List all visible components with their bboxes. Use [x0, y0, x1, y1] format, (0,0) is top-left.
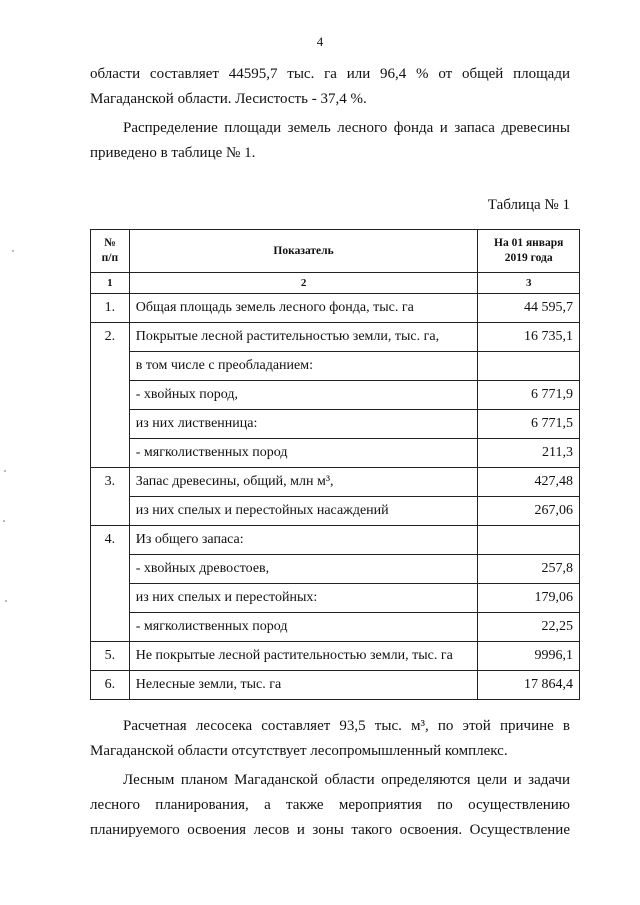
row-name: Нелесные земли, тыс. га — [129, 671, 478, 700]
row-value: 6 771,5 — [478, 410, 580, 439]
forest-plan-line-3: планируемого освоения лесов и зоны такого освоения. Осуществление — [90, 822, 570, 838]
table-row — [91, 439, 580, 468]
row-value: 267,06 — [478, 497, 580, 526]
column-number-1: 1 — [91, 273, 130, 294]
allowable-cut-line-2: Магаданской области отсутствует лесопромышленный комплекс. — [90, 743, 508, 759]
scan-artifact — [3, 520, 5, 522]
intro-line-2: Магаданской области. Лесистость - 37,4 %. — [90, 91, 367, 107]
row-num: 3. — [91, 468, 130, 497]
row-name: Не покрытые лесной растительностью земли, тыс. га — [129, 642, 478, 671]
table-row — [91, 613, 580, 642]
row-name — [129, 468, 478, 497]
header-num-line2: п/п — [101, 252, 119, 264]
row-name: из них спелых и перестойных: — [129, 584, 478, 613]
row-value: 179,06 — [478, 584, 580, 613]
row-num — [91, 439, 130, 468]
table-row — [91, 294, 580, 323]
column-number-2: 2 — [129, 273, 478, 294]
table-row — [91, 642, 580, 671]
page-number: 4 — [316, 34, 324, 49]
table-row — [91, 352, 580, 381]
row-value: 6 771,9 — [478, 381, 580, 410]
table-row — [91, 323, 580, 352]
scan-artifact — [5, 600, 7, 602]
row-value: 16 735,1 — [478, 323, 580, 352]
intro-line-1: области составляет 44595,7 тыс. га или 96,4 % от общей площади — [90, 66, 570, 82]
row-name: из них лиственница: — [129, 410, 478, 439]
row-num — [91, 584, 130, 613]
forest-plan-paragraph — [90, 768, 570, 843]
forest-plan-line-2: лесного планирования, а также мероприятия по осуществлению — [90, 797, 570, 813]
row-name: в том числе с преобладанием: — [129, 352, 478, 381]
allowable-cut-line-1: Расчетная лесосека составляет 93,5 тыс. м³, по этой причине в — [123, 718, 570, 734]
scan-artifact — [4, 470, 6, 472]
row-num — [91, 497, 130, 526]
row-num — [91, 352, 130, 381]
row-value — [478, 526, 580, 555]
row-num: 1. — [91, 294, 130, 323]
table-row — [91, 410, 580, 439]
table-row — [91, 671, 580, 700]
row-name: - мягколиственных пород — [129, 439, 478, 468]
row-num: 2. — [91, 323, 130, 352]
header-num — [91, 230, 130, 273]
table-row — [91, 381, 580, 410]
row-name: Общая площадь земель лесного фонда, тыс. га — [129, 294, 478, 323]
row-value: 17 864,4 — [478, 671, 580, 700]
row-name: - хвойных пород, — [129, 381, 478, 410]
forest-fund-table — [90, 229, 580, 700]
table-row — [91, 497, 580, 526]
row-num: 5. — [91, 642, 130, 671]
table-row — [91, 526, 580, 555]
row-value: 9996,1 — [478, 642, 580, 671]
row-num — [91, 613, 130, 642]
row-num — [91, 410, 130, 439]
header-indicator: Показатель — [129, 230, 478, 273]
row-num: 6. — [91, 671, 130, 700]
header-num-line1: № — [104, 237, 116, 249]
row-value: 44 595,7 — [478, 294, 580, 323]
column-number-row — [91, 273, 580, 294]
allowable-cut-paragraph — [90, 714, 570, 764]
header-date-line2: 2019 года — [504, 252, 553, 264]
row-num — [91, 381, 130, 410]
table-row — [91, 555, 580, 584]
header-date — [478, 230, 580, 273]
row-name-text: Запас древесины, общий, млн м³, — [135, 474, 334, 489]
intro-paragraph — [90, 62, 570, 112]
table-caption: Таблица № 1 — [487, 197, 570, 213]
row-value: 22,25 — [478, 613, 580, 642]
row-value: 427,48 — [478, 468, 580, 497]
row-name: - мягколиственных пород — [129, 613, 478, 642]
row-name: из них спелых и перестойных насаждений — [129, 497, 478, 526]
distribution-line-2: приведено в таблице № 1. — [90, 145, 256, 161]
row-name: Из общего запаса: — [129, 526, 478, 555]
row-value — [478, 352, 580, 381]
table-row — [91, 584, 580, 613]
scan-artifact — [12, 250, 14, 252]
row-value: 257,8 — [478, 555, 580, 584]
forest-plan-line-1: Лесным планом Магаданской области определяются цели и задачи — [123, 772, 570, 788]
table-header-row — [91, 230, 580, 273]
distribution-paragraph — [90, 116, 570, 166]
column-number-3: 3 — [478, 273, 580, 294]
row-num: 4. — [91, 526, 130, 555]
row-num — [91, 555, 130, 584]
header-date-line1: На 01 января — [494, 237, 564, 249]
row-name: Покрытые лесной растительностью земли, тыс. га, — [129, 323, 478, 352]
table-row — [91, 468, 580, 497]
row-value: 211,3 — [478, 439, 580, 468]
distribution-line-1: Распределение площади земель лесного фонда и запаса древесины — [123, 120, 570, 136]
row-name: - хвойных древостоев, — [129, 555, 478, 584]
